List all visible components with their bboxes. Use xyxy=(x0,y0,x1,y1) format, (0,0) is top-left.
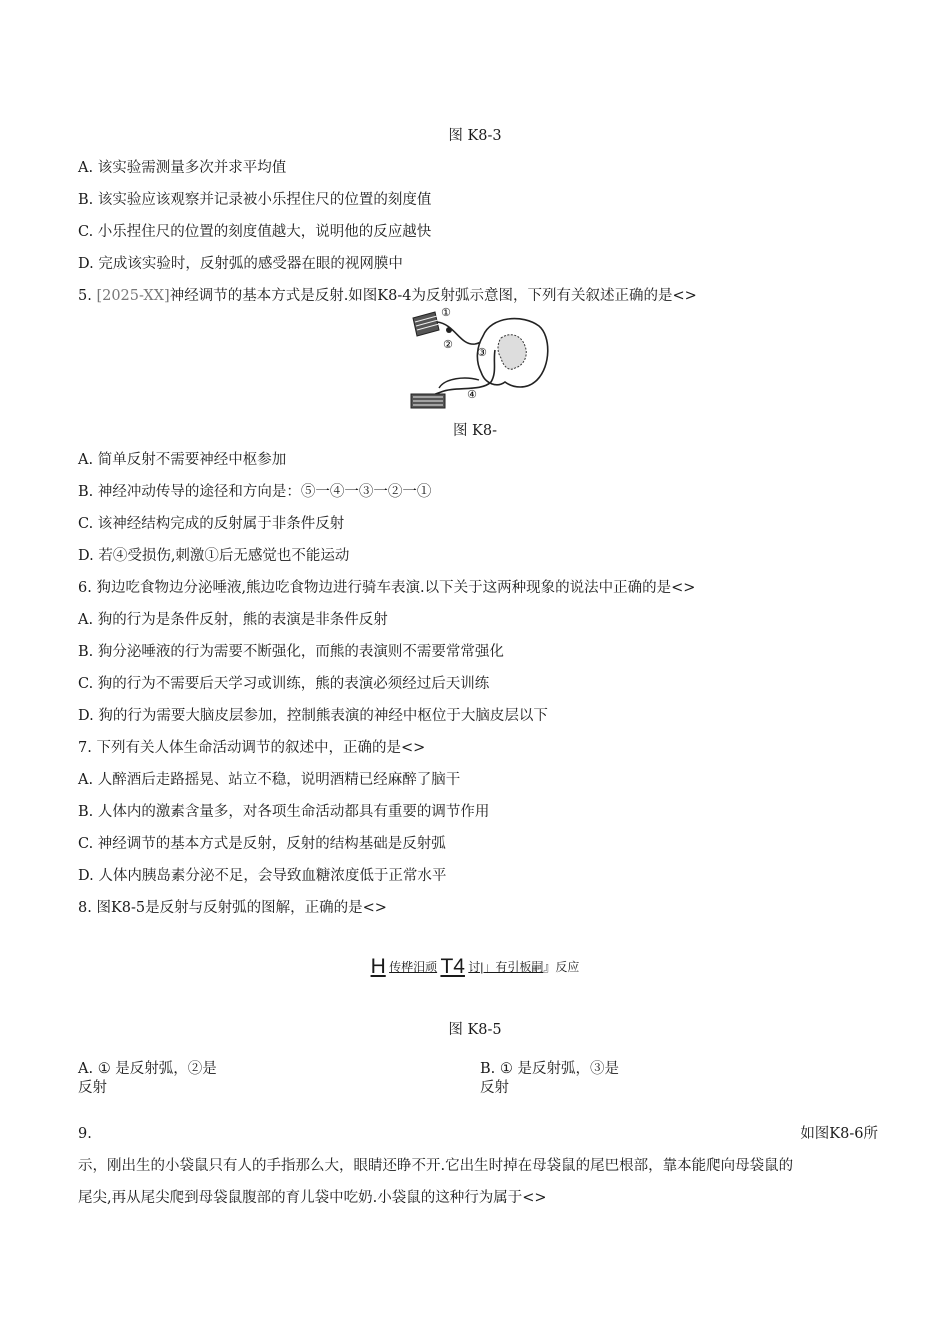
q6-option-a: A. 狗的行为是条件反射，熊的表演是非条件反射 xyxy=(78,612,388,628)
k85-h: H xyxy=(370,955,386,978)
q5-option-b: B. 神经冲动传导的途径和方向是：⑤一④一③一②一① xyxy=(78,484,432,500)
q6-option-c: C. 狗的行为不需要后天学习或训练，熊的表演必须经过后天训练 xyxy=(78,676,490,692)
label-4: ④ xyxy=(467,388,477,401)
label-2: ② xyxy=(443,338,453,351)
q5-source: [2025-XX] xyxy=(96,288,170,304)
q7-option-d: D. 人体内胰岛素分泌不足，会导致血糖浓度低于正常水平 xyxy=(78,868,447,884)
figure-k8-5-caption: 图 K8-5 xyxy=(448,1022,502,1038)
q9-stem-line2: 示，刚出生的小袋鼠只有人的手指那么大，眼睛还睁不开.它出生时掉在母袋鼠的尾巴根部，靠本能爬向母袋鼠的 xyxy=(78,1158,794,1174)
q7-stem: 7. 下列有关人体生命活动调节的叙述中，正确的是<> xyxy=(78,740,426,756)
q8-option-b-line2: 反射 xyxy=(480,1080,509,1096)
q9-number: 9. xyxy=(78,1126,92,1142)
efferent-nerve-branch xyxy=(439,378,479,388)
q7-option-c: C. 神经调节的基本方式是反射，反射的结构基础是反射弧 xyxy=(78,836,446,852)
q5-stem-line xyxy=(78,286,697,306)
q8-option-a-line2: 反射 xyxy=(78,1080,107,1096)
q4-option-a: A. 该实验需测量多次并求平均值 xyxy=(78,160,287,176)
label-1: ① xyxy=(441,306,451,319)
q6-option-b: B. 狗分泌唾液的行为需要不断强化，而熊的表演则不需要常常强化 xyxy=(78,644,504,660)
figure-k8-3-caption: 图 K8-3 xyxy=(448,128,502,144)
q9-stem-line3: 尾尖,再从尾尖爬到母袋鼠腹部的育儿袋中吃奶.小袋鼠的这种行为属于<> xyxy=(78,1190,547,1206)
reflex-arc-diagram xyxy=(405,306,553,416)
q5-number: 5. xyxy=(78,288,92,304)
figure-k8-5-diagram xyxy=(0,954,950,980)
q6-stem: 6. 狗边吃食物边分泌唾液,熊边吃食物边进行骑车表演.以下关于这两种现象的说法中正确的是<> xyxy=(78,580,696,596)
q5-option-c: C. 该神经结构完成的反射属于非条件反射 xyxy=(78,516,345,532)
q4-option-d: D. 完成该实验时，反射弧的感受器在眼的视网膜中 xyxy=(78,256,403,272)
k85-text-3: 』反应 xyxy=(543,960,580,974)
ganglion xyxy=(446,327,452,333)
effector-muscle xyxy=(411,394,445,408)
q8-option-b-line1: B. ① 是反射弧，③是 xyxy=(480,1061,619,1077)
q8-option-a xyxy=(78,1060,217,1098)
figure-k8-4-caption: 图 K8- xyxy=(452,423,498,439)
k85-t4: T4 xyxy=(440,955,465,978)
q5-option-a: A. 简单反射不需要神经中枢参加 xyxy=(78,452,287,468)
q8-option-a-line1: A. ① 是反射弧，②是 xyxy=(78,1061,217,1077)
q4-option-c: C. 小乐捏住尺的位置的刻度值越大，说明他的反应越快 xyxy=(78,224,432,240)
label-3: ③ xyxy=(477,346,487,359)
q9-stem-right: 如图K8-6所 xyxy=(800,1126,878,1142)
q5-stem: 神经调节的基本方式是反射.如图K8-4为反射弧示意图，下列有关叙述正确的是<> xyxy=(169,288,697,304)
q7-option-b: B. 人体内的激素含量多，对各项生命活动都具有重要的调节作用 xyxy=(78,804,490,820)
k85-text-2: 讨|」有引板嗣 xyxy=(468,960,544,974)
q5-option-d: D. 若④受损伤,刺激①后无感觉也不能运动 xyxy=(78,548,350,564)
q8-stem: 8. 图K8-5是反射与反射弧的图解，正确的是<> xyxy=(78,900,387,916)
receptor-skin xyxy=(413,312,439,336)
k85-text-1: 传桦汨顽 xyxy=(389,960,438,974)
q7-option-a: A. 人醉酒后走路摇晃、站立不稳，说明酒精已经麻醉了脑干 xyxy=(78,772,461,788)
q4-option-b: B. 该实验应该观察并记录被小乐捏住尺的位置的刻度值 xyxy=(78,192,432,208)
q6-option-d: D. 狗的行为需要大脑皮层参加，控制熊表演的神经中枢位于大脑皮层以下 xyxy=(78,708,548,724)
q8-option-b xyxy=(480,1060,619,1098)
